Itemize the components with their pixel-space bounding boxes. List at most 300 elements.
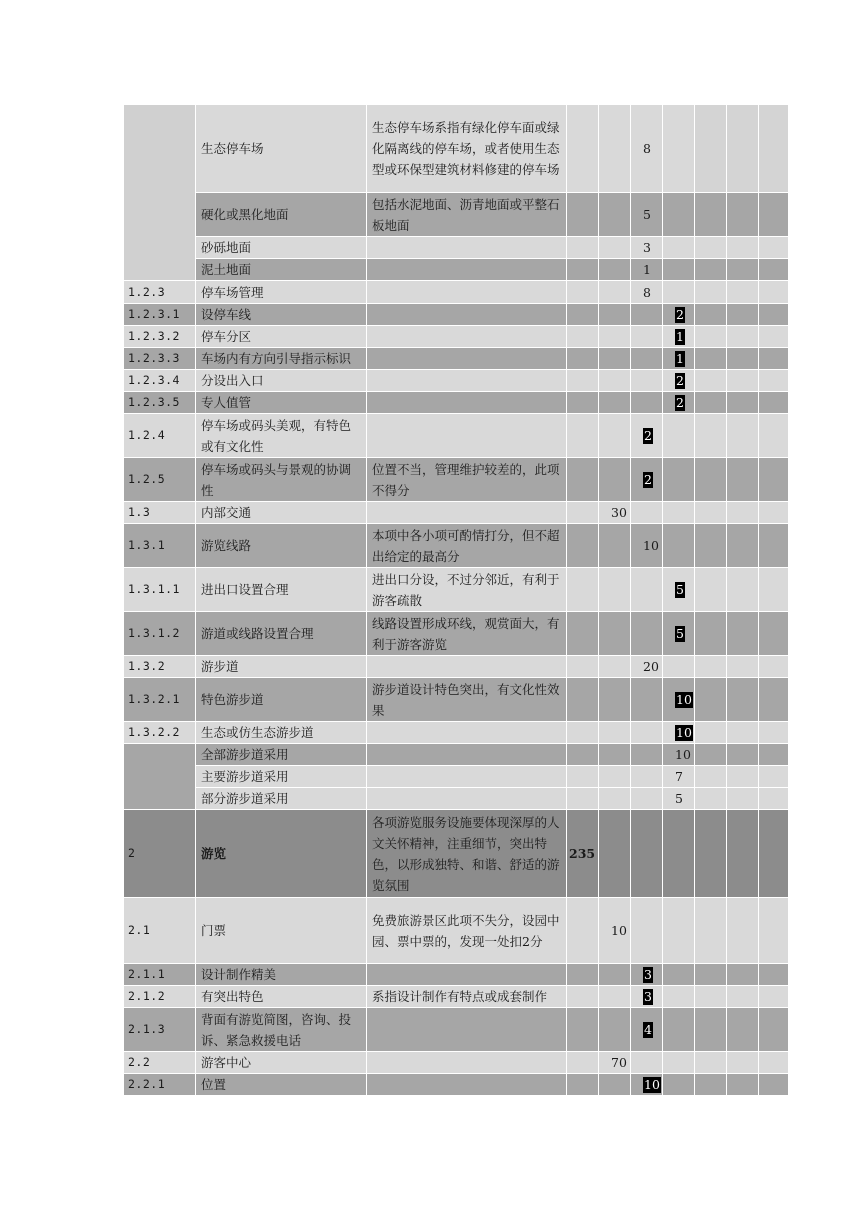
rating-cell <box>727 458 759 502</box>
scoring-table <box>123 104 789 1096</box>
highlighted-score: 5 <box>676 626 684 641</box>
item-cell: 门票 <box>196 898 367 964</box>
highlighted-score: 2 <box>644 472 652 487</box>
item-cell: 分设出入口 <box>196 370 367 392</box>
rating-cell <box>759 1074 789 1096</box>
code-cell: 1.2.4 <box>124 414 196 458</box>
score-level2-cell <box>631 678 663 722</box>
rating-cell <box>727 656 759 678</box>
rating-cell <box>727 1052 759 1074</box>
score-total-cell <box>567 414 599 458</box>
score-total-cell <box>567 237 599 259</box>
rating-cell <box>727 392 759 414</box>
rating-cell <box>695 656 727 678</box>
rating-cell <box>727 788 759 810</box>
description-cell <box>367 326 567 348</box>
score-total-cell <box>567 392 599 414</box>
description-cell <box>367 237 567 259</box>
rating-cell <box>759 348 789 370</box>
score-level1-cell <box>599 744 631 766</box>
rating-cell <box>695 612 727 656</box>
rating-cell <box>727 414 759 458</box>
table-row <box>124 193 789 237</box>
score-level2-cell <box>631 392 663 414</box>
table-row <box>124 281 789 304</box>
score-total-cell <box>567 304 599 326</box>
score-level3-cell <box>663 304 695 326</box>
item-cell: 车场内有方向引导指示标识 <box>196 348 367 370</box>
rating-cell <box>759 1052 789 1074</box>
score-level1-cell <box>599 326 631 348</box>
rating-cell <box>727 524 759 568</box>
rating-cell <box>695 810 727 898</box>
table-row <box>124 259 789 281</box>
rating-cell <box>727 237 759 259</box>
item-cell: 部分游步道采用 <box>196 788 367 810</box>
score-total-cell <box>567 105 599 193</box>
rating-cell <box>759 392 789 414</box>
table-row <box>124 414 789 458</box>
code-cell: 1.2.3 <box>124 281 196 304</box>
score-level3-cell <box>663 370 695 392</box>
description-cell: 本项中各小项可酌情打分，但不超出给定的最高分 <box>367 524 567 568</box>
rating-cell <box>695 568 727 612</box>
rating-cell <box>695 370 727 392</box>
score-level2-cell <box>631 788 663 810</box>
score-total-cell <box>567 1074 599 1096</box>
score-level3-cell: 7 <box>663 766 695 788</box>
rating-cell <box>727 370 759 392</box>
code-cell: 1.2.5 <box>124 458 196 502</box>
score-level1-cell <box>599 568 631 612</box>
highlighted-score: 3 <box>644 967 652 982</box>
rating-cell <box>695 502 727 524</box>
code-cell: 1.3.2 <box>124 656 196 678</box>
score-level2-cell <box>631 1074 663 1096</box>
description-cell <box>367 392 567 414</box>
rating-cell <box>727 810 759 898</box>
score-level2-cell <box>631 1008 663 1052</box>
score-level1-cell <box>599 788 631 810</box>
code-cell: 2.2 <box>124 1052 196 1074</box>
rating-cell <box>759 568 789 612</box>
table-row <box>124 810 789 898</box>
score-level1-cell <box>599 304 631 326</box>
score-level1-cell <box>599 237 631 259</box>
description-cell <box>367 370 567 392</box>
table-row <box>124 304 789 326</box>
rating-cell <box>695 678 727 722</box>
score-level2-cell <box>631 568 663 612</box>
code-cell: 1.3.2.2 <box>124 722 196 744</box>
table-row <box>124 524 789 568</box>
description-cell <box>367 259 567 281</box>
score-level1-cell <box>599 678 631 722</box>
table-row <box>124 722 789 744</box>
item-cell: 游道或线路设置合理 <box>196 612 367 656</box>
table-row <box>124 656 789 678</box>
rating-cell <box>695 1008 727 1052</box>
score-level3-cell <box>663 612 695 656</box>
rating-cell <box>695 524 727 568</box>
score-level2-cell <box>631 744 663 766</box>
score-total-cell: 235 <box>567 810 599 898</box>
highlighted-score: 10 <box>676 692 692 707</box>
item-cell: 游览 <box>196 810 367 898</box>
score-level1-cell <box>599 1074 631 1096</box>
table-row <box>124 237 789 259</box>
score-level2-cell <box>631 304 663 326</box>
rating-cell <box>759 964 789 986</box>
score-level1-cell <box>599 986 631 1008</box>
score-level1-cell <box>599 766 631 788</box>
score-level3-cell <box>663 722 695 744</box>
description-cell <box>367 304 567 326</box>
description-cell: 各项游览服务设施要体现深厚的人文关怀精神，注重细节，突出特色，以形成独特、和谐、舒适的游览氛围 <box>367 810 567 898</box>
score-level1-cell <box>599 612 631 656</box>
rating-cell <box>695 326 727 348</box>
score-level2-cell <box>631 326 663 348</box>
item-cell: 生态或仿生态游步道 <box>196 722 367 744</box>
score-level1-cell <box>599 105 631 193</box>
score-level3-cell <box>663 898 695 964</box>
highlighted-score: 2 <box>676 307 684 322</box>
item-cell: 停车分区 <box>196 326 367 348</box>
code-cell: 2.1.1 <box>124 964 196 986</box>
rating-cell <box>759 744 789 766</box>
highlighted-score: 2 <box>676 373 684 388</box>
score-level3-cell <box>663 810 695 898</box>
rating-cell <box>727 1074 759 1096</box>
evaluation-table-sheet <box>123 104 788 1096</box>
rating-cell <box>727 281 759 304</box>
score-level2-cell: 10 <box>631 524 663 568</box>
rating-cell <box>759 193 789 237</box>
item-cell: 硬化或黑化地面 <box>196 193 367 237</box>
score-level1-cell <box>599 414 631 458</box>
rating-cell <box>695 788 727 810</box>
rating-cell <box>727 304 759 326</box>
item-cell: 设计制作精美 <box>196 964 367 986</box>
description-cell: 系指设计制作有特点或成套制作 <box>367 986 567 1008</box>
score-level1-cell <box>599 656 631 678</box>
code-cell: 1.3 <box>124 502 196 524</box>
code-cell <box>124 105 196 281</box>
rating-cell <box>759 237 789 259</box>
description-cell: 位置不当，管理维护较差的，此项不得分 <box>367 458 567 502</box>
table-row <box>124 1008 789 1052</box>
highlighted-score: 2 <box>676 395 684 410</box>
item-cell: 停车场或码头与景观的协调性 <box>196 458 367 502</box>
rating-cell <box>759 414 789 458</box>
rating-cell <box>695 392 727 414</box>
score-level3-cell: 5 <box>663 788 695 810</box>
table-row <box>124 105 789 193</box>
description-cell: 免费旅游景区此项不失分，设园中园、票中票的，发现一处扣2分 <box>367 898 567 964</box>
description-cell: 游步道设计特色突出，有文化性效果 <box>367 678 567 722</box>
score-level2-cell: 5 <box>631 193 663 237</box>
table-row <box>124 502 789 524</box>
rating-cell <box>695 744 727 766</box>
score-total-cell <box>567 259 599 281</box>
score-level3-cell <box>663 193 695 237</box>
rating-cell <box>759 898 789 964</box>
rating-cell <box>695 281 727 304</box>
item-cell: 设停车线 <box>196 304 367 326</box>
score-level2-cell <box>631 370 663 392</box>
code-cell: 1.3.2.1 <box>124 678 196 722</box>
highlighted-score: 3 <box>644 989 652 1004</box>
rating-cell <box>759 1008 789 1052</box>
description-cell <box>367 656 567 678</box>
code-cell: 1.2.3.3 <box>124 348 196 370</box>
table-row <box>124 458 789 502</box>
rating-cell <box>759 281 789 304</box>
description-cell: 生态停车场系指有绿化停车面或绿化隔离线的停车场，或者使用生态型或环保型建筑材料修建的停车场 <box>367 105 567 193</box>
score-total-cell <box>567 370 599 392</box>
rating-cell <box>727 986 759 1008</box>
description-cell: 线路设置形成环线，观赏面大，有利于游客游览 <box>367 612 567 656</box>
description-cell <box>367 788 567 810</box>
rating-cell <box>759 370 789 392</box>
item-cell: 主要游步道采用 <box>196 766 367 788</box>
score-level1-cell <box>599 458 631 502</box>
score-total-cell <box>567 612 599 656</box>
rating-cell <box>727 1008 759 1052</box>
score-level3-cell <box>663 1074 695 1096</box>
description-cell <box>367 744 567 766</box>
score-level1-cell <box>599 524 631 568</box>
rating-cell <box>695 458 727 502</box>
highlighted-score: 10 <box>676 725 692 740</box>
score-level2-cell: 1 <box>631 259 663 281</box>
rating-cell <box>727 568 759 612</box>
item-cell: 停车场管理 <box>196 281 367 304</box>
rating-cell <box>727 502 759 524</box>
score-total-cell <box>567 502 599 524</box>
score-level2-cell <box>631 898 663 964</box>
rating-cell <box>695 414 727 458</box>
score-level2-cell <box>631 986 663 1008</box>
score-level2-cell: 20 <box>631 656 663 678</box>
score-level3-cell <box>663 414 695 458</box>
rating-cell <box>759 656 789 678</box>
score-level1-cell: 70 <box>599 1052 631 1074</box>
rating-cell <box>695 259 727 281</box>
table-row <box>124 964 789 986</box>
highlighted-score: 10 <box>644 1077 660 1092</box>
score-total-cell <box>567 524 599 568</box>
rating-cell <box>727 678 759 722</box>
rating-cell <box>759 766 789 788</box>
score-level1-cell <box>599 810 631 898</box>
item-cell: 游览线路 <box>196 524 367 568</box>
table-row <box>124 1052 789 1074</box>
description-cell: 包括水泥地面、沥青地面或平整石板地面 <box>367 193 567 237</box>
code-cell: 2 <box>124 810 196 898</box>
score-total-cell <box>567 722 599 744</box>
rating-cell <box>759 612 789 656</box>
score-level3-cell <box>663 392 695 414</box>
score-level1-cell <box>599 281 631 304</box>
score-total-cell <box>567 1052 599 1074</box>
code-cell: 1.3.1 <box>124 524 196 568</box>
item-cell: 背面有游览简图，咨询、投诉、紧急救援电话 <box>196 1008 367 1052</box>
rating-cell <box>727 348 759 370</box>
description-cell <box>367 1074 567 1096</box>
item-cell: 特色游步道 <box>196 678 367 722</box>
rating-cell <box>759 259 789 281</box>
rating-cell <box>759 105 789 193</box>
score-level2-cell: 3 <box>631 237 663 259</box>
description-cell <box>367 1008 567 1052</box>
rating-cell <box>727 766 759 788</box>
code-cell: 1.2.3.4 <box>124 370 196 392</box>
code-cell: 1.3.1.1 <box>124 568 196 612</box>
rating-cell <box>727 193 759 237</box>
score-level3-cell <box>663 237 695 259</box>
description-cell <box>367 722 567 744</box>
code-cell: 2.2.1 <box>124 1074 196 1096</box>
score-total-cell <box>567 656 599 678</box>
rating-cell <box>695 986 727 1008</box>
rating-cell <box>759 304 789 326</box>
score-level1-cell <box>599 370 631 392</box>
description-cell <box>367 502 567 524</box>
score-total-cell <box>567 678 599 722</box>
score-level3-cell <box>663 524 695 568</box>
rating-cell <box>695 766 727 788</box>
table-row <box>124 1074 789 1096</box>
score-total-cell <box>567 458 599 502</box>
highlighted-score: 4 <box>644 1022 652 1037</box>
score-total-cell <box>567 788 599 810</box>
score-total-cell <box>567 1008 599 1052</box>
score-level3-cell <box>663 259 695 281</box>
code-cell: 2.1 <box>124 898 196 964</box>
score-level3-cell <box>663 105 695 193</box>
score-level2-cell <box>631 1052 663 1074</box>
score-level3-cell <box>663 326 695 348</box>
rating-cell <box>759 326 789 348</box>
score-total-cell <box>567 193 599 237</box>
highlighted-score: 5 <box>676 582 684 597</box>
code-cell: 1.2.3.1 <box>124 304 196 326</box>
description-cell <box>367 281 567 304</box>
score-level1-cell: 30 <box>599 502 631 524</box>
table-row <box>124 612 789 656</box>
highlighted-score: 1 <box>676 351 684 366</box>
rating-cell <box>759 722 789 744</box>
score-level2-cell <box>631 722 663 744</box>
score-level2-cell <box>631 414 663 458</box>
rating-cell <box>759 678 789 722</box>
item-cell: 泥土地面 <box>196 259 367 281</box>
rating-cell <box>695 193 727 237</box>
rating-cell <box>759 502 789 524</box>
score-total-cell <box>567 744 599 766</box>
description-cell: 进出口分设，不过分邻近，有利于游客疏散 <box>367 568 567 612</box>
score-total-cell <box>567 281 599 304</box>
table-row <box>124 766 789 788</box>
score-level2-cell <box>631 458 663 502</box>
description-cell <box>367 766 567 788</box>
rating-cell <box>759 458 789 502</box>
rating-cell <box>759 524 789 568</box>
item-cell: 停车场或码头美观，有特色或有文化性 <box>196 414 367 458</box>
item-cell: 内部交通 <box>196 502 367 524</box>
table-row <box>124 986 789 1008</box>
score-level3-cell <box>663 348 695 370</box>
table-row <box>124 348 789 370</box>
item-cell: 全部游步道采用 <box>196 744 367 766</box>
score-level3-cell: 10 <box>663 744 695 766</box>
rating-cell <box>759 788 789 810</box>
rating-cell <box>727 326 759 348</box>
rating-cell <box>727 105 759 193</box>
score-level3-cell <box>663 656 695 678</box>
table-row <box>124 678 789 722</box>
item-cell: 生态停车场 <box>196 105 367 193</box>
score-level1-cell <box>599 348 631 370</box>
score-level3-cell <box>663 458 695 502</box>
score-level1-cell <box>599 1008 631 1052</box>
item-cell: 进出口设置合理 <box>196 568 367 612</box>
item-cell: 游客中心 <box>196 1052 367 1074</box>
highlighted-score: 2 <box>644 428 652 443</box>
score-level1-cell <box>599 964 631 986</box>
code-cell: 2.1.2 <box>124 986 196 1008</box>
score-level3-cell <box>663 1008 695 1052</box>
table-row <box>124 326 789 348</box>
table-row <box>124 392 789 414</box>
score-level1-cell <box>599 392 631 414</box>
score-level3-cell <box>663 986 695 1008</box>
description-cell <box>367 348 567 370</box>
code-cell: 2.1.3 <box>124 1008 196 1052</box>
score-level2-cell <box>631 502 663 524</box>
item-cell: 位置 <box>196 1074 367 1096</box>
description-cell <box>367 964 567 986</box>
rating-cell <box>727 612 759 656</box>
rating-cell <box>695 1074 727 1096</box>
item-cell: 游步道 <box>196 656 367 678</box>
score-total-cell <box>567 348 599 370</box>
score-level2-cell <box>631 348 663 370</box>
rating-cell <box>695 1052 727 1074</box>
rating-cell <box>695 105 727 193</box>
rating-cell <box>759 810 789 898</box>
code-cell <box>124 744 196 810</box>
score-level3-cell <box>663 502 695 524</box>
item-cell: 有突出特色 <box>196 986 367 1008</box>
score-level2-cell: 8 <box>631 281 663 304</box>
score-total-cell <box>567 568 599 612</box>
table-row <box>124 788 789 810</box>
score-level2-cell <box>631 964 663 986</box>
score-total-cell <box>567 326 599 348</box>
description-cell <box>367 1052 567 1074</box>
rating-cell <box>695 304 727 326</box>
score-level2-cell <box>631 810 663 898</box>
score-total-cell <box>567 986 599 1008</box>
code-cell: 1.2.3.5 <box>124 392 196 414</box>
score-level3-cell <box>663 678 695 722</box>
score-level2-cell <box>631 766 663 788</box>
rating-cell <box>695 722 727 744</box>
rating-cell <box>727 259 759 281</box>
rating-cell <box>727 964 759 986</box>
